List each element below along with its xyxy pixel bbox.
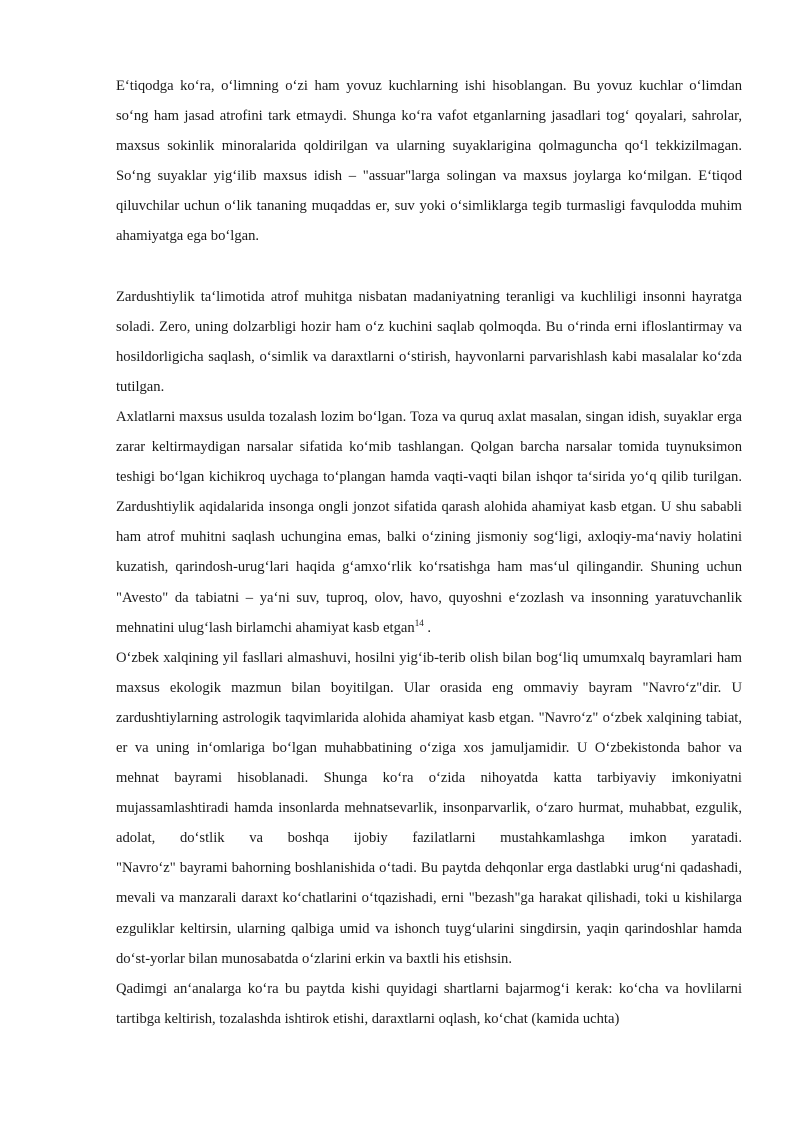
paragraph-2: Zardushtiylik ta‘limotida atrof muhitga nisbatan madaniyatning teranligi va kuchliligi insonni hayratga soladi. Zero, uning dolzarbligi hozir ham o‘z kuchini saqlab qolmoqda. Bu o‘rinda erni ifloslantirmay va hosildorligicha saqlash, o‘simlik va daraxtlarni o‘stirish, hayvonlarni parvarishlash kabi masalalar ko‘zda tutilgan. (116, 288, 742, 395)
paragraph-4 (116, 492, 742, 642)
document-page (116, 71, 742, 1034)
paragraph-1: E‘tiqodga ko‘ra, o‘limning o‘zi ham yovuz kuchlarning ishi hisoblangan. Bu yovuz kuchlar o‘limdan so‘ng ham jasad atrofini tark etmaydi. Shunga ko‘ra vafot etganlarning jasadlari tog‘ qoyalari, sahrolar, maxsus sokinlik minoralarida qoldirilgan va ularning suyaklarigina qolmaguncha qo‘l tekkizilmagan. So‘ng suyaklar yig‘ilib maxsus idish – "assuar"larga solingan va maxsus joylarga ko‘milgan. E‘tiqod qiluvchilar uchun o‘lik tananing muqaddas er, suv yoki o‘simliklarga tegib turmasligi favqulodda muhim ahamiyatga ega bo‘lgan. (116, 78, 742, 245)
paragraph-4-end: . (423, 619, 431, 636)
paragraph-4-text: Zardushtiylik aqidalarida insonga ongli jonzot sifatida qarash alohida ahamiyat kasb etgan. U shu sababli ham atrof muhitni saqlash uchungina emas, balki o‘zining jismoniy sog‘ligi, axloqiy-ma‘naviy holatini kuzatish, qarindosh-urug‘lari haqida g‘amxo‘rlik ko‘rsatishga ham mas‘ul qilingandir. Shuning uchun "Avesto" da tabiatni – ya‘ni suv, tuproq, olov, havo, quyoshni e‘zozlash va insonning yaratuvchanlik mehnatini ulug‘lash birlamchi ahamiyat kasb etgan (116, 499, 742, 636)
paragraph-3: Axlatlarni maxsus usulda tozalash lozim bo‘lgan. Toza va quruq axlat masalan, singan idish, suyaklar erga zarar keltirmaydigan narsalar sifatida ko‘mib tashlangan. Qolgan barcha narsalar tomida tuynuksimon teshigi bo‘lgan kichikroq uychaga to‘plangan hamda vaqti-vaqti bilan ishqor ta‘sirida yo‘q qilib turilgan. (116, 408, 742, 486)
paragraph-5: O‘zbek xalqining yil fasllari almashuvi, hosilni yig‘ib-terib olish bilan bog‘liq umumxalq bayramlari ham maxsus ekologik mazmun bilan boyitilgan. Ular orasida eng ommaviy bayram "Navro‘z"dir. U zardushtiylarning astrologik taqvimlarida alohida ahamiyat kasb etgan. "Navro‘z" o‘zbek xalqining tabiat, er va uning in‘omlariga bo‘lgan muhabbatining o‘ziga xos jamuljamidir. U O‘zbekistonda bahor va mehnat bayrami hisoblanadi. Shunga ko‘ra o‘zida nihoyatda katta tarbiyaviy imkoniyatni mujassamlashtiradi hamda insonlarda mehnatsevarlik, insonparvarlik, o‘zaro hurmat, muhabbat, ezgulik, adolat, do‘stlik va boshqa ijobiy fazilatlarni mustahkamlashga imkon yaratadi. (116, 649, 742, 847)
paragraph-6: "Navro‘z" bayrami bahorning boshlanishida o‘tadi. Bu paytda dehqonlar erga dastlabki urug‘ni qadashadi, mevali va manzarali daraxt ko‘chatlarini o‘tqazishadi, erni "bezash"ga harakat qilishadi, toki u kishilarga ezguliklar keltirsin, ularning qalbiga umid va ishonch tuyg‘ularini singdirsin, yaqin qarindoshlar hamda do‘st-yorlar bilan munosabatda o‘zlarini erkin va baxtli his etishsin. (116, 860, 742, 967)
paragraph-7: Qadimgi an‘analarga ko‘ra bu paytda kishi quyidagi shartlarni bajarmog‘i kerak: ko‘cha va hovlilarni tartibga keltirish, tozalashda ishtirok etishi, daraxtlarni oqlash, ko‘chat (kamida uchta) (116, 980, 742, 1027)
footnote-marker: 14 (414, 617, 424, 628)
